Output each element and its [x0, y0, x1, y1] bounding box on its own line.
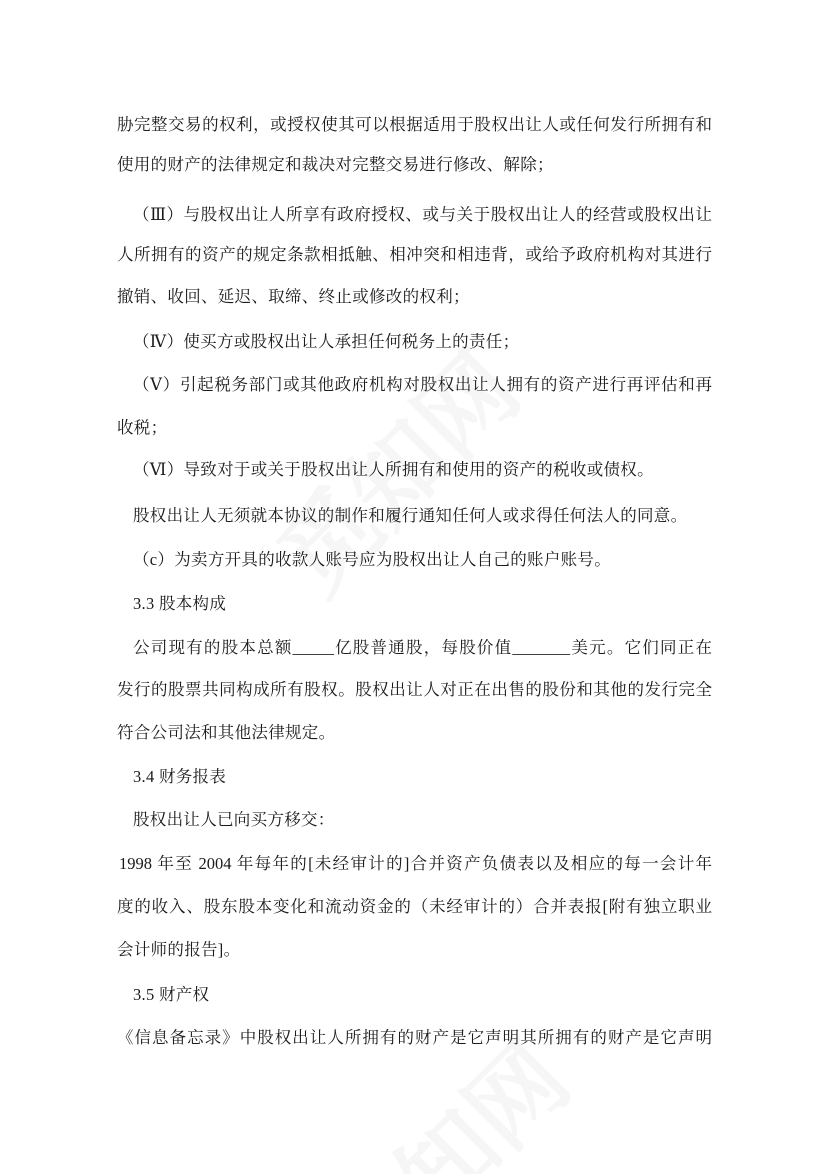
paragraph-line: 《信息备忘录》中股权出让人所拥有的财产是它声明其所拥有的财产是它声明: [117, 1028, 712, 1047]
paragraph-line: 撤销、收回、延迟、取缔、终止或修改的权利；: [117, 287, 470, 306]
section-heading: 3.3 股本构成: [133, 594, 227, 613]
paragraph-line: 1998 年至 2004 年每年的[未经审计的]合并资产负债表以及相应的每一会计年: [119, 854, 712, 873]
paragraph-line: 发行的股票共同构成所有股权。股权出让人对正在出售的股份和其他的发行完全: [117, 680, 712, 699]
paragraph-line: 人所拥有的资产的规定条款相抵触、相冲突和相违背，或给予政府机构对其进行: [117, 245, 712, 264]
paragraph-line: （Ⅳ）使买方或股权出让人承担任何税务上的责任；: [133, 332, 520, 351]
paragraph-line: （Ⅴ）引起税务部门或其他政府机构对股权出让人拥有的资产进行再评估和再: [133, 375, 712, 394]
section-heading: 3.5 财产权: [133, 985, 210, 1004]
paragraph-line: 收税；: [117, 418, 168, 437]
paragraph-line: 符合公司法和其他法律规定。: [117, 723, 336, 742]
paragraph-line: 胁完整交易的权利，或授权使其可以根据适用于股权出让人或任何发行所拥有和: [117, 115, 712, 134]
paragraph-line: （c）为卖方开具的收款人账号应为股权出让人自己的账户账号。: [133, 550, 612, 569]
paragraph-line: 股权出让人无须就本协议的制作和履行通知任何人或求得任何法人的同意。: [133, 506, 688, 525]
paragraph-line: 公司现有的股本总额_____亿股普通股，每股价值_______美元。它们同正在: [133, 638, 712, 657]
paragraph-line: 会计师的报告]。: [117, 940, 241, 959]
paragraph-line: 度的收入、股东股本变化和流动资金的（未经审计的）合并表报[附有独立职业: [117, 897, 712, 916]
paragraph-line: （Ⅵ）导致对于或关于股权出让人所拥有和使用的资产的税收或债权。: [133, 460, 654, 479]
section-heading: 3.4 财务报表: [133, 767, 227, 786]
paragraph-line: 股权出让人已向买方移交：: [133, 810, 335, 829]
paragraph-line: （Ⅲ）与股权出让人所享有政府授权、或与关于股权出让人的经营或股权出让: [133, 205, 712, 224]
paragraph-line: 使用的财产的法律规定和裁决对完整交易进行修改、解除；: [117, 155, 554, 174]
